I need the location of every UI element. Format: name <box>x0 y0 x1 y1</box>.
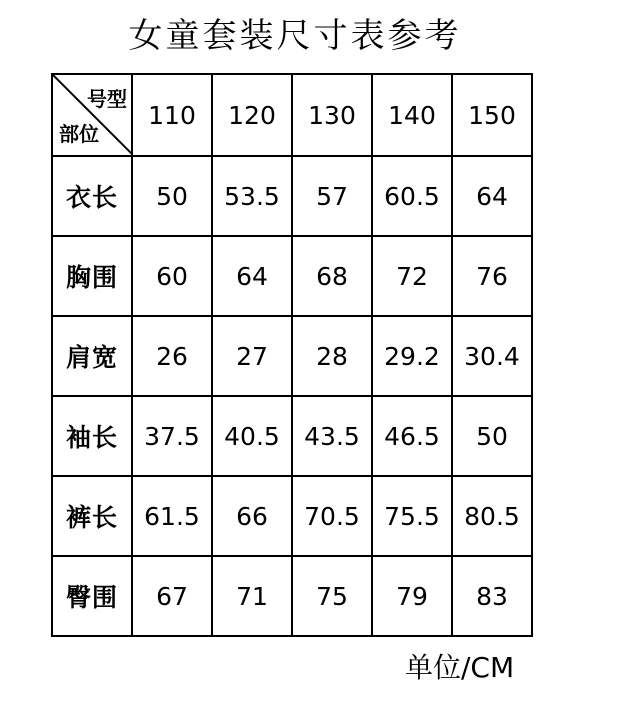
size-header: 120 <box>212 74 292 156</box>
size-header: 110 <box>132 74 212 156</box>
measurement-cell: 68 <box>292 236 372 316</box>
part-name-cell: 臀围 <box>52 556 132 636</box>
measurement-cell: 46.5 <box>372 396 452 476</box>
measurement-cell: 66 <box>212 476 292 556</box>
measurement-cell: 43.5 <box>292 396 372 476</box>
measurement-cell: 60 <box>132 236 212 316</box>
measurement-cell: 30.4 <box>452 316 532 396</box>
measurement-cell: 64 <box>452 156 532 236</box>
measurement-cell: 83 <box>452 556 532 636</box>
measurement-cell: 53.5 <box>212 156 292 236</box>
table-row <box>52 476 532 556</box>
corner-header-cell <box>52 74 132 156</box>
table-row <box>52 316 532 396</box>
measurement-cell: 80.5 <box>452 476 532 556</box>
size-type-label: 号型 <box>87 87 127 111</box>
page-title: 女童套装尺寸表参考 <box>128 16 462 56</box>
size-header: 130 <box>292 74 372 156</box>
measurement-cell: 61.5 <box>132 476 212 556</box>
table-row <box>52 396 532 476</box>
table-row <box>52 236 532 316</box>
measurement-cell: 64 <box>212 236 292 316</box>
body-part-label: 部位 <box>59 122 99 146</box>
measurement-cell: 57 <box>292 156 372 236</box>
measurement-cell: 50 <box>452 396 532 476</box>
measurement-cell: 76 <box>452 236 532 316</box>
unit-note: 单位/CM <box>405 651 515 684</box>
part-name-cell: 胸围 <box>52 236 132 316</box>
measurement-cell: 50 <box>132 156 212 236</box>
measurement-cell: 70.5 <box>292 476 372 556</box>
measurement-cell: 71 <box>212 556 292 636</box>
measurement-cell: 75 <box>292 556 372 636</box>
measurement-cell: 40.5 <box>212 396 292 476</box>
part-name-cell: 袖长 <box>52 396 132 476</box>
part-name-cell: 裤长 <box>52 476 132 556</box>
measurement-cell: 72 <box>372 236 452 316</box>
measurement-cell: 27 <box>212 316 292 396</box>
measurement-cell: 79 <box>372 556 452 636</box>
size-chart-table <box>51 73 533 637</box>
measurement-cell: 75.5 <box>372 476 452 556</box>
table-row <box>52 556 532 636</box>
part-name-cell: 肩宽 <box>52 316 132 396</box>
part-name-cell: 衣长 <box>52 156 132 236</box>
measurement-cell: 37.5 <box>132 396 212 476</box>
measurement-cell: 67 <box>132 556 212 636</box>
measurement-cell: 28 <box>292 316 372 396</box>
measurement-cell: 60.5 <box>372 156 452 236</box>
size-header: 150 <box>452 74 532 156</box>
header-row <box>52 74 532 156</box>
table-row <box>52 156 532 236</box>
measurement-cell: 26 <box>132 316 212 396</box>
size-header: 140 <box>372 74 452 156</box>
measurement-cell: 29.2 <box>372 316 452 396</box>
